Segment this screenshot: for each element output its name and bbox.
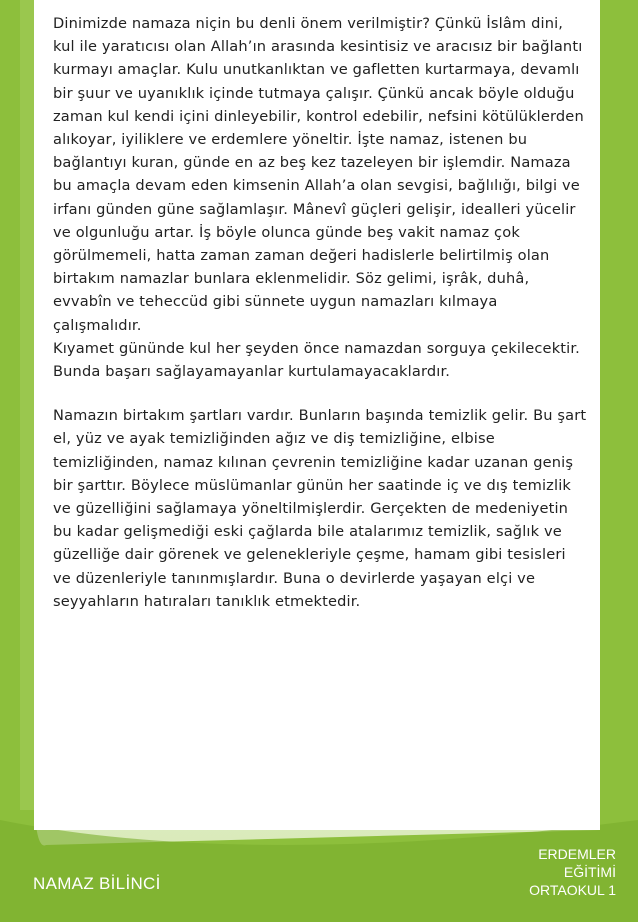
school-label: [529, 845, 616, 899]
school-label-line2: EĞİTİMİ: [563, 864, 616, 880]
section-title: NAMAZ BİLİNCİ: [33, 874, 161, 893]
paragraph-intro: Dinimizde namaza niçin bu denli önem verilmiştir? Çünkü İslâm dini, kul ile yaratıcısı olan Allah’ın arasında kesintisiz ve aracısız bir bağlantı kurmayı amaçlar. Kulu unutkanlıktan ve gafletten kurtarmaya, devamlı bir şuur ve uyanıklık içinde tutmaya çalışır. Çünkü ancak böyle olduğu zaman kul kendi içini dinleyebilir, kontrol edebilir, nefsini kötülüklerden alıkoyar, iyiliklere ve erdemlere yöneltir. İşte namaz, istenen bu bağlantıyı kuran, günde en az beş kez tazeleyen bir işlemdir. Namaza bu amaçla devam eden kimsenin Allah’a olan sevgisi, bağlılığı, bilgi ve irfanı günden güne sağlamlaşır. Mânevî güçleri gelişir, idealleri yücelir ve olgunluğu artar. İş böyle olunca günde beş vakit namaz çok görülmemeli, hatta zaman zaman değeri hadislerle belirtilmiş olan birtakım namazlar bunlara eklenmelidir. Söz gelimi, işrâk, duhâ, evvabîn ve teheccüd gibi sünnete uygun namazları kılmaya çalışmalıdır.: [53, 15, 584, 334]
paragraph-cleanliness: Namazın birtakım şartları vardır. Bunların başında temizlik gelir. Bu şart el, yüz ve ayak temizliğinden ağız ve diş temizliğine, elbise temizliğinden, namaz kılınan çevrenin temizliğine kadar uzanan geniş bir şarttır. Böylece müslümanlar günün her saatinde iç ve dış temizlik ve güzelliğini sağlamaya yöneltilmişlerdir. Gerçekten de medeniyetin bu kadar gelişmediği eski çağlarda bile atalarımız temizlik, sağlık ve güzelliğe dair görenek ve gelenekleriyle çeşme, hamam gibi tesisleri ve düzenleriyle tanınmışlardır. Buna o devirlerde yaşayan elçi ve seyyahların hatıraları tanıklık etmektedir.: [53, 407, 587, 610]
paragraph-judgement: Kıyamet gününde kul her şeyden önce namazdan sorguya çekilecektir. Bunda başarı sağlayamayanlar kurtulamayacaklardır.: [53, 339, 580, 381]
school-label-line1: ERDEMLER: [538, 846, 616, 862]
school-label-line3: ORTAOKUL 1: [529, 882, 616, 898]
article-body: [53, 12, 588, 613]
